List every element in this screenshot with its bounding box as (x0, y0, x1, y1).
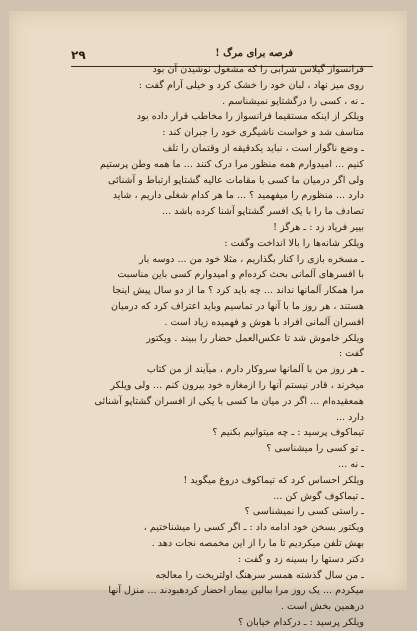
text-line: دارد ... (335, 411, 364, 423)
text-line: ـ راستی کسی را نمیشناسی ؟ (244, 506, 364, 518)
body-text (62, 62, 364, 631)
text-line: ـ هر روز من با آلمانها سروکار دارم ، میآیند از من کتاب (146, 364, 364, 376)
text-line: میکردم ... یک روز مرا ببالین بیمار احضار کردهبودند ... منزل آنها (108, 585, 364, 597)
text-line: بییر فریاد زد : ـ هرگز ! (273, 221, 364, 233)
text-line: ویلکر از اینکه مستقیما فرانسواز را مخاطب قرار داده بود (136, 111, 364, 123)
text-line: ویلکر احساس کرد که تیماکوف دروغ میگوید ! (183, 474, 364, 486)
page-number: ۲۹ (71, 48, 86, 62)
text-line: بهش تلفن میکردیم تا ما را از این مخمصه نجات دهد . (151, 537, 364, 549)
text-line: تیماکوف پرسید : ـ چه میتوانیم بکنیم ؟ (212, 427, 364, 439)
text-line: ـ وضع ناگوار است ، نباید یکدقیقه از وقتمان را تلف (162, 142, 364, 154)
text-line: ـ نه ، کسی را درگشتاپو نمیشناسم . (222, 95, 364, 107)
text-line: ـ من سال گذشته همسر سرهنگ اولتریخت را معالجه (155, 569, 364, 581)
text-line: هستند ، هر روز ما با آنها در تماسیم وباید اعتراف کرد که درمیان (110, 300, 364, 312)
text-line: میخرند ، قادر نیستم آنها را ازمغازه خود بیرون کنم ... ولی ویلکر (110, 379, 364, 391)
text-line: درهمین بخش است . (280, 601, 364, 613)
text-line: دارد ... منظورم را میفهمید ؟ ... ما هر کدام شغلی داریم ، شاید (112, 190, 364, 202)
text-line: با افسرهای آلمانی بحث کرده‌ام و امیدوارم کسی باین مناسبت (117, 269, 364, 281)
text-line: گفت : (338, 348, 364, 360)
text-line: فرانسواز گیلاس شرابی را که مشغول نوشیدن آن بود (152, 64, 364, 75)
text-line: ـ مسخره بازی را کنار بگذاریم ، مثلا خود من ... دوسه بار (139, 253, 364, 265)
text-line: ـ نه ... (338, 458, 364, 470)
text-line: ویلکر شانه‌ها را بالا انداخت وگفت : (224, 237, 364, 249)
text-line: دکتر دستها را بسینه زد و گفت : (238, 553, 364, 565)
running-title: فرصه برای مرگ ! (215, 48, 293, 59)
text-line: ولی اگر درمیان ما کسی با مقامات عالیه گشتاپو ارتباط و آشنائی (108, 174, 364, 186)
text-line: روی میز نهاد ، لبان خود را خشک کرد و خیلی آرام گفت : (138, 79, 364, 91)
text-line: ویلکر خاموش شد تا عکس‌العمل حضار را ببیند . ویکتور (146, 332, 364, 344)
text-line: ویلکر پرسید : ـ درکدام خیابان ؟ (238, 616, 364, 628)
text-line: افسران آلمانی افراد با هوش و فهمیده زیاد است . (164, 316, 364, 328)
text-line: کنیم ... امیدوارم همه منظور مرا درک کنند ... ما همه وطن پرستیم (99, 158, 364, 170)
text-line: ویکتور بسخن خود ادامه داد : ـ اگر کسی را میشناختیم ، (143, 522, 364, 534)
text-line: همعقیده‌ام ... اگر در میان ما کسی با یکی از افسران گشتاپو آشنائی (94, 395, 364, 407)
text-line: ـ تیماکوف گوش کن ... (273, 490, 364, 502)
text-line: ـ تو کسی را میشناسی ؟ (266, 443, 364, 455)
text-line: مرا همکار آلمانها نداند ... چه باید کرد ؟ ما از دو سال پیش اینجا (112, 285, 364, 297)
text-line: تصادف ما را با یک افسر گشتاپو آشنا کرده باشد ... (161, 206, 364, 218)
text-line: متاسف شد و خواست ناشیگری خود را جبران کند : (162, 127, 364, 139)
